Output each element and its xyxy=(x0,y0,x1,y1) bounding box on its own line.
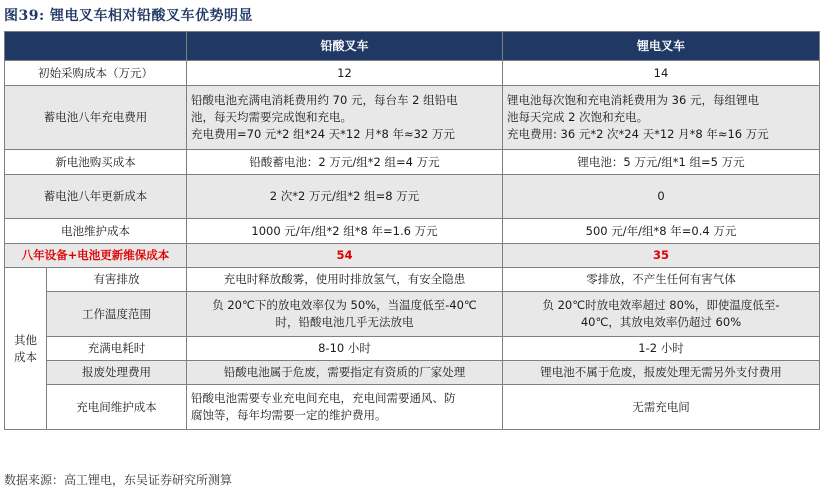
cell-li: 锂电池：5 万元/组*1 组=5 万元 xyxy=(503,150,820,175)
cell-lead: 54 xyxy=(187,244,503,268)
table-row xyxy=(5,385,820,430)
table-row xyxy=(5,219,820,244)
comparison-table xyxy=(4,31,820,430)
cell-li: 0 xyxy=(503,175,820,219)
header-lithium: 锂电叉车 xyxy=(503,32,820,61)
cell-lead xyxy=(187,292,503,337)
cell-li xyxy=(503,292,820,337)
table-row xyxy=(5,361,820,385)
cell-lead: 铅酸电池属于危废，需要指定有资质的厂家处理 xyxy=(187,361,503,385)
row-label: 电池维护成本 xyxy=(5,219,187,244)
row-label: 报废处理费用 xyxy=(47,361,187,385)
cell-lead: 2 次*2 万元/组*2 组=8 万元 xyxy=(187,175,503,219)
row-label: 蓄电池八年更新成本 xyxy=(5,175,187,219)
cell-line: 池每天完成 2 次饱和充电。 xyxy=(507,110,649,124)
cell-li: 1-2 小时 xyxy=(503,337,820,361)
source-note: 数据来源：高工锂电，东吴证券研究所测算 xyxy=(4,473,233,487)
cell-li: 零排放，不产生任何有害气体 xyxy=(503,268,820,292)
cell-line: 铅酸电池需要专业充电间充电，充电间需要通风、防 xyxy=(191,391,456,405)
cell-lead: 12 xyxy=(187,61,503,86)
other-category-label: 其他成本 xyxy=(5,268,47,430)
table-row xyxy=(5,292,820,337)
cell-li: 无需充电间 xyxy=(503,385,820,430)
cell-li xyxy=(503,86,820,150)
cell-line: 锂电池每次饱和充电消耗费用为 36 元，每组锂电 xyxy=(507,93,759,107)
header-blank xyxy=(5,32,187,61)
table-header-row xyxy=(5,32,820,61)
table-row xyxy=(5,150,820,175)
row-label: 八年设备+电池更新维保成本 xyxy=(5,244,187,268)
row-label: 蓄电池八年充电费用 xyxy=(5,86,187,150)
cell-line: 铅酸电池充满电消耗费用约 70 元，每台车 2 组铅电 xyxy=(191,93,458,107)
table-row xyxy=(5,337,820,361)
cell-lead: 铅酸蓄电池：2 万元/组*2 组=4 万元 xyxy=(187,150,503,175)
figure-title: 图39: 锂电叉车相对铅酸叉车优势明显 xyxy=(4,8,254,24)
cell-lead: 1000 元/年/组*2 组*8 年=1.6 万元 xyxy=(187,219,503,244)
table-row xyxy=(5,268,820,292)
row-label: 有害排放 xyxy=(47,268,187,292)
cell-lead: 8-10 小时 xyxy=(187,337,503,361)
table-row xyxy=(5,175,820,219)
cell-line: 时，铅酸电池几乎无法放电 xyxy=(275,315,414,329)
cell-line: 40℃，其放电效率仍超过 60% xyxy=(580,315,742,329)
cell-li: 14 xyxy=(503,61,820,86)
row-label: 充满电耗时 xyxy=(47,337,187,361)
table-row xyxy=(5,86,820,150)
row-label: 新电池购买成本 xyxy=(5,150,187,175)
row-label: 工作温度范围 xyxy=(47,292,187,337)
cell-li: 35 xyxy=(503,244,820,268)
cell-line: 充电费用: 36 元*2 次*24 天*12 月*8 年≈16 万元 xyxy=(507,127,769,141)
cell-line: 池，每天均需要完成饱和充电。 xyxy=(191,110,352,124)
table-row xyxy=(5,61,820,86)
cell-lead xyxy=(187,86,503,150)
cell-line: 腐蚀等，每年均需要一定的维护费用。 xyxy=(191,408,387,422)
cell-lead: 充电时释放酸雾，使用时排放氢气，有安全隐患 xyxy=(187,268,503,292)
cell-line: 负 20℃下的放电效率仅为 50%，当温度低至-40℃ xyxy=(212,298,477,312)
cell-lead xyxy=(187,385,503,430)
cell-li: 锂电池不属于危废，报废处理无需另外支付费用 xyxy=(503,361,820,385)
cell-line: 负 20℃时放电效率超过 80%，即使温度低至- xyxy=(542,298,780,312)
row-label: 初始采购成本（万元） xyxy=(5,61,187,86)
header-lead-acid: 铅酸叉车 xyxy=(187,32,503,61)
cell-line: 充电费用=70 元*2 组*24 天*12 月*8 年≈32 万元 xyxy=(191,127,455,141)
table-row-total xyxy=(5,244,820,268)
row-label: 充电间维护成本 xyxy=(47,385,187,430)
cell-li: 500 元/年/组*8 年=0.4 万元 xyxy=(503,219,820,244)
